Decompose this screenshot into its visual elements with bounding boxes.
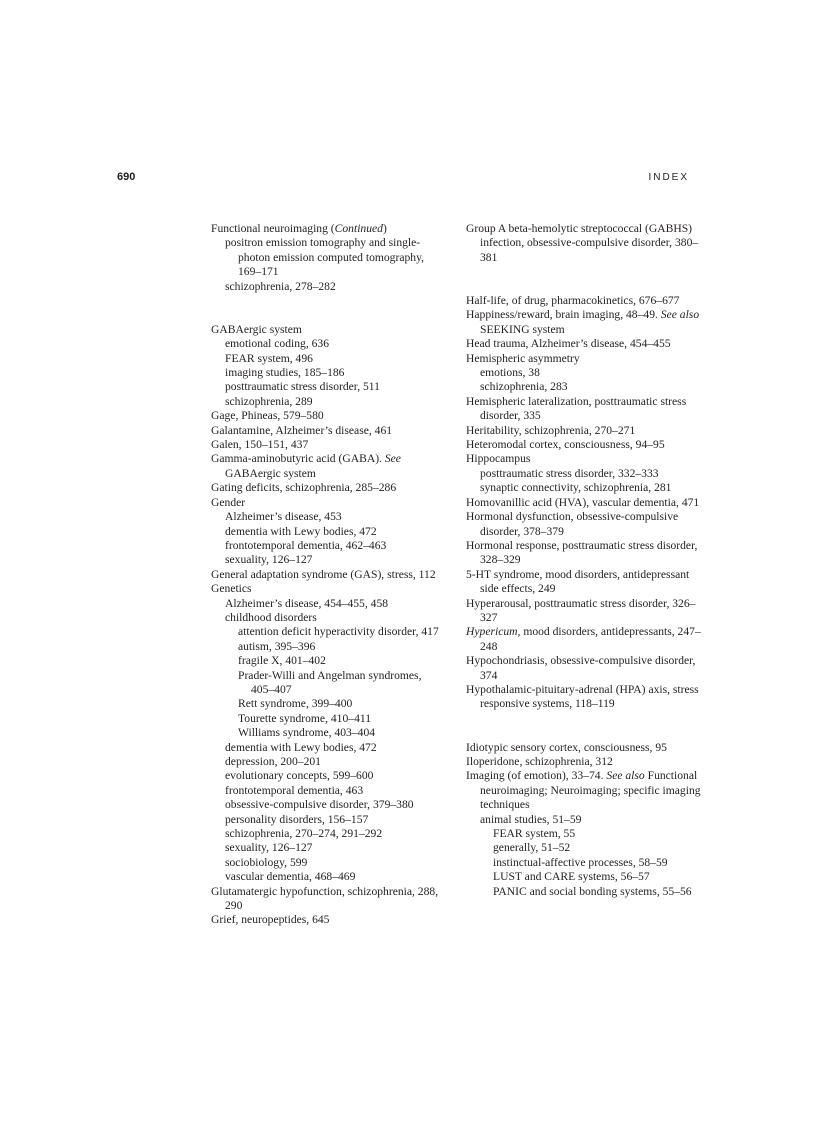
entry-text: Gage, Phineas, 579–580 bbox=[211, 409, 324, 423]
index-subsubentry bbox=[211, 726, 439, 740]
entry-text: positron emission tomography and single-photon emission computed tomography, 169–171 bbox=[225, 236, 425, 279]
index-subsubentry bbox=[466, 870, 702, 884]
index-subsubentry bbox=[466, 856, 702, 870]
index-entry bbox=[211, 424, 439, 438]
entry-text: vascular dementia, 468–469 bbox=[225, 870, 356, 884]
index-entry bbox=[466, 337, 702, 351]
entry-text: posttraumatic stress disorder, 332–333 bbox=[480, 466, 659, 480]
index-entry bbox=[466, 683, 702, 712]
entry-text: emotions, 38 bbox=[480, 366, 540, 380]
entry-italic-text: Continued bbox=[334, 222, 383, 235]
index-subsubentry bbox=[211, 654, 439, 668]
entry-text: 5-HT syndrome, mood disorders, antidepressant side effects, 249 bbox=[466, 567, 690, 596]
entry-italic-text: See bbox=[384, 452, 401, 466]
index-subentry bbox=[211, 280, 439, 294]
entry-text: Iloperidone, schizophrenia, 312 bbox=[466, 755, 613, 768]
entry-text: Functional neuroimaging ( bbox=[211, 222, 335, 235]
entry-text: childhood disorders bbox=[225, 610, 317, 624]
index-subentry bbox=[211, 395, 439, 409]
index-subentry bbox=[211, 827, 439, 841]
index-subentry bbox=[211, 236, 439, 279]
entry-text: attention deficit hyperactivity disorder, 417 bbox=[238, 625, 439, 639]
index-entry bbox=[466, 597, 702, 626]
index-entry bbox=[211, 438, 439, 452]
index-entry bbox=[211, 481, 439, 495]
section-gap bbox=[466, 712, 702, 741]
index-entry bbox=[211, 323, 439, 337]
index-subentry bbox=[211, 352, 439, 366]
index-entry bbox=[466, 352, 702, 366]
entry-text: schizophrenia, 270–274, 291–292 bbox=[225, 827, 383, 841]
index-entry bbox=[466, 438, 702, 452]
index-entry bbox=[211, 568, 439, 582]
index-entry bbox=[466, 625, 702, 654]
entry-text-continued: SEEKING system bbox=[480, 322, 565, 336]
entry-text: Hyperarousal, posttraumatic stress disorder, 326–327 bbox=[466, 596, 696, 624]
index-entry bbox=[466, 654, 702, 683]
entry-text: dementia with Lewy bodies, 472 bbox=[225, 740, 377, 754]
index-subsubentry bbox=[211, 625, 439, 639]
entry-text: Head trauma, Alzheimer’s disease, 454–455 bbox=[466, 337, 671, 351]
entry-text: emotional coding, 636 bbox=[225, 337, 330, 351]
index-entry bbox=[466, 755, 702, 769]
entry-text-continued: mood disorders, antidepressants, 247–248 bbox=[480, 625, 701, 653]
index-entry bbox=[211, 885, 439, 914]
index-subentry bbox=[211, 755, 439, 769]
index-subentry bbox=[211, 539, 439, 553]
index-subentry bbox=[211, 525, 439, 539]
entry-text: sexuality, 126–127 bbox=[225, 553, 313, 567]
index-entry bbox=[211, 222, 439, 236]
entry-text: Heritability, schizophrenia, 270–271 bbox=[466, 423, 636, 437]
entry-text: schizophrenia, 278–282 bbox=[225, 279, 336, 293]
index-entry bbox=[466, 222, 702, 265]
entry-text: fragile X, 401–402 bbox=[238, 654, 326, 668]
index-subentry bbox=[466, 813, 702, 827]
entry-text: GABAergic system bbox=[211, 322, 302, 336]
index-column-right bbox=[466, 222, 702, 899]
entry-text: sexuality, 126–127 bbox=[225, 841, 313, 855]
section-gap bbox=[211, 294, 439, 323]
entry-text: Tourette syndrome, 410–411 bbox=[238, 711, 372, 725]
index-subentry bbox=[211, 510, 439, 524]
entry-text: General adaptation syndrome (GAS), stress, 112 bbox=[211, 567, 436, 581]
entry-italic-text: See also bbox=[606, 769, 645, 783]
index-subentry bbox=[211, 841, 439, 855]
entry-text: schizophrenia, 289 bbox=[225, 394, 313, 408]
index-subentry bbox=[211, 337, 439, 351]
entry-text: instinctual-affective processes, 58–59 bbox=[493, 855, 668, 869]
index-entry bbox=[466, 496, 702, 510]
entry-text: Homovanillic acid (HVA), vascular dementia, 471 bbox=[466, 495, 700, 509]
entry-italic-text: See also bbox=[660, 308, 700, 322]
index-subentry bbox=[466, 481, 702, 495]
section-gap bbox=[466, 265, 702, 294]
index-subentry bbox=[211, 813, 439, 827]
index-subsubentry bbox=[211, 697, 439, 711]
entry-text: Hippocampus bbox=[466, 452, 531, 466]
entry-text-continued: Functional neuroimaging; Neuroimaging; specific imaging techniques bbox=[480, 769, 701, 812]
index-subsubentry bbox=[466, 827, 702, 841]
entry-text: FEAR system, 55 bbox=[493, 827, 576, 841]
index-entry bbox=[466, 294, 702, 308]
index-subentry bbox=[211, 798, 439, 812]
entry-text: FEAR system, 496 bbox=[225, 351, 313, 365]
entry-text: Imaging (of emotion), 33–74. bbox=[466, 769, 607, 783]
index-entry bbox=[211, 582, 439, 596]
entry-text: sociobiology, 599 bbox=[225, 855, 308, 869]
entry-text: Alzheimer’s disease, 454–455, 458 bbox=[225, 596, 389, 610]
entry-text: Hormonal dysfunction, obsessive-compulsive disorder, 378–379 bbox=[466, 510, 679, 538]
entry-text: PANIC and social bonding systems, 55–56 bbox=[493, 884, 692, 898]
index-subentry bbox=[211, 856, 439, 870]
entry-text: dementia with Lewy bodies, 472 bbox=[225, 524, 377, 538]
entry-text: Hypothalamic-pituitary-adrenal (HPA) axis, stress responsive systems, 118–119 bbox=[466, 682, 699, 711]
entry-text: Gating deficits, schizophrenia, 285–286 bbox=[211, 481, 397, 495]
entry-text: LUST and CARE systems, 56–57 bbox=[493, 870, 650, 884]
index-entry bbox=[211, 409, 439, 423]
entry-text: Heteromodal cortex, consciousness, 94–95 bbox=[466, 438, 665, 452]
entry-text: frontotemporal dementia, 462–463 bbox=[225, 538, 387, 552]
index-subentry bbox=[211, 366, 439, 380]
entry-text: posttraumatic stress disorder, 511 bbox=[225, 380, 380, 394]
entry-text: Idiotypic sensory cortex, consciousness, 95 bbox=[466, 740, 667, 754]
entry-text: generally, 51–52 bbox=[493, 841, 571, 855]
entry-text: Hormonal response, posttraumatic stress disorder, 328–329 bbox=[466, 538, 698, 567]
index-entry bbox=[466, 395, 702, 424]
index-entry bbox=[211, 496, 439, 510]
entry-text: Alzheimer’s disease, 453 bbox=[225, 510, 342, 524]
index-subentry bbox=[211, 769, 439, 783]
index-entry bbox=[211, 452, 439, 481]
index-subentry bbox=[211, 611, 439, 625]
index-entry bbox=[466, 769, 702, 812]
index-entry bbox=[466, 741, 702, 755]
index-subentry bbox=[211, 870, 439, 884]
index-subsubentry bbox=[466, 885, 702, 899]
entry-text: imaging studies, 185–186 bbox=[225, 366, 345, 380]
entry-italic-text: Hypericum, bbox=[466, 625, 521, 639]
entry-text: Glutamatergic hypofunction, schizophrenia, 288, 290 bbox=[211, 884, 439, 913]
entry-text: synaptic connectivity, schizophrenia, 281 bbox=[480, 481, 672, 495]
index-entry bbox=[466, 539, 702, 568]
entry-text: frontotemporal dementia, 463 bbox=[225, 783, 364, 797]
index-column-left bbox=[211, 222, 439, 928]
index-subentry bbox=[466, 366, 702, 380]
entry-text: Group A beta-hemolytic streptococcal (GABHS) infection, obsessive-compulsive disorder, 380–381 bbox=[466, 222, 699, 264]
entry-text-continued: GABAergic system bbox=[225, 466, 316, 480]
entry-text: depression, 200–201 bbox=[225, 755, 321, 769]
index-entry bbox=[466, 568, 702, 597]
entry-text: evolutionary concepts, 599–600 bbox=[225, 769, 374, 783]
index-subsubentry bbox=[211, 640, 439, 654]
entry-text: Genetics bbox=[211, 582, 252, 596]
index-subentry bbox=[211, 741, 439, 755]
index-entry bbox=[466, 510, 702, 539]
entry-text: Hypochondriasis, obsessive-compulsive disorder, 374 bbox=[466, 654, 696, 682]
index-entry bbox=[211, 913, 439, 927]
entry-text: Williams syndrome, 403–404 bbox=[238, 726, 376, 740]
entry-text: Prader-Willi and Angelman syndromes, 405–407 bbox=[238, 668, 422, 696]
entry-text: Rett syndrome, 399–400 bbox=[238, 697, 353, 711]
entry-text: Galantamine, Alzheimer’s disease, 461 bbox=[211, 423, 393, 437]
entry-text: obsessive-compulsive disorder, 379–380 bbox=[225, 798, 414, 812]
index-subentry bbox=[466, 467, 702, 481]
index-subentry bbox=[466, 380, 702, 394]
index-subentry bbox=[211, 784, 439, 798]
running-title: INDEX bbox=[648, 172, 689, 183]
index-subsubentry bbox=[211, 669, 439, 698]
entry-text: Grief, neuropeptides, 645 bbox=[211, 913, 330, 927]
index-subsubentry bbox=[466, 841, 702, 855]
entry-text: Gamma-aminobutyric acid (GABA). bbox=[211, 452, 385, 466]
index-subentry bbox=[211, 380, 439, 394]
entry-text: autism, 395–396 bbox=[238, 639, 316, 653]
index-entry bbox=[466, 424, 702, 438]
index-subentry bbox=[211, 553, 439, 567]
index-entry bbox=[466, 452, 702, 466]
entry-text-continued: ) bbox=[382, 222, 387, 235]
entry-text: personality disorders, 156–157 bbox=[225, 812, 369, 826]
entry-text: Hemispheric lateralization, posttraumatic stress disorder, 335 bbox=[466, 394, 687, 423]
entry-text: Half-life, of drug, pharmacokinetics, 676–677 bbox=[466, 294, 680, 308]
index-subentry bbox=[211, 597, 439, 611]
entry-text: schizophrenia, 283 bbox=[480, 380, 568, 394]
index-entry bbox=[466, 308, 702, 337]
entry-text: Galen, 150–151, 437 bbox=[211, 438, 309, 452]
entry-text: animal studies, 51–59 bbox=[480, 812, 582, 826]
page-number: 690 bbox=[117, 171, 136, 183]
entry-text: Gender bbox=[211, 495, 246, 509]
index-subsubentry bbox=[211, 712, 439, 726]
entry-text: Hemispheric asymmetry bbox=[466, 351, 580, 365]
entry-text: Happiness/reward, brain imaging, 48–49. bbox=[466, 308, 661, 322]
